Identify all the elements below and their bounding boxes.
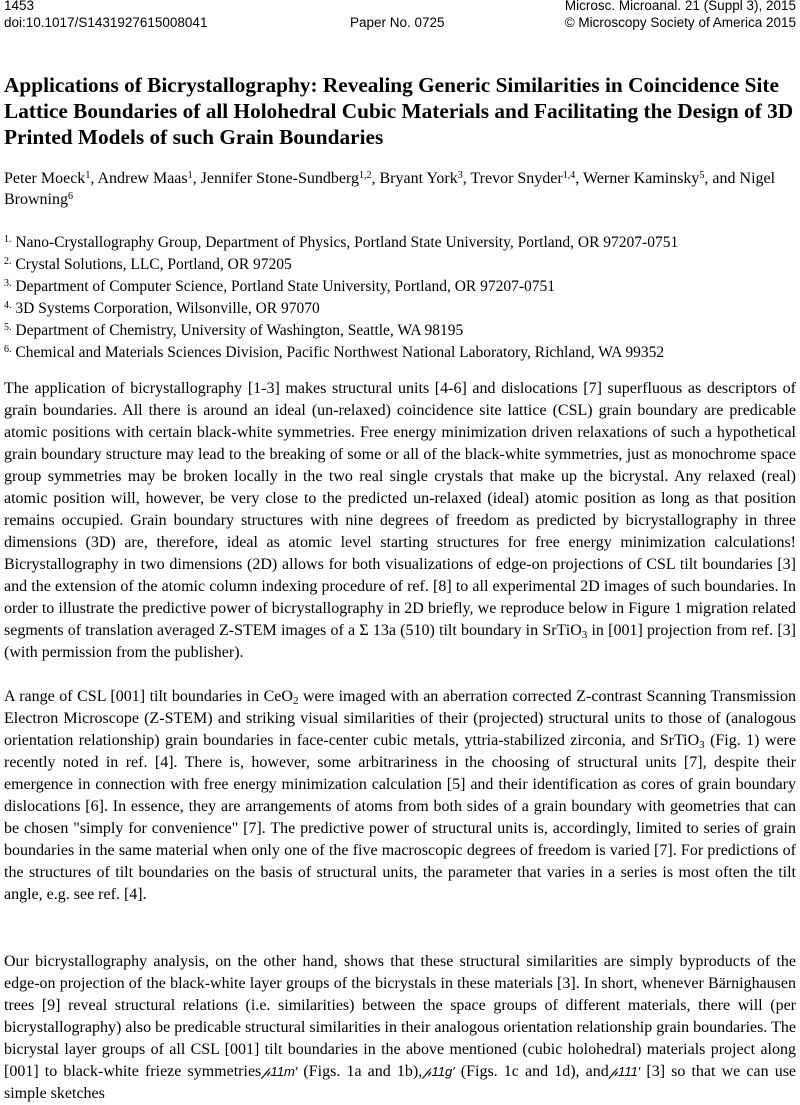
frieze-symbol-p111: 𝓅111′ xyxy=(608,1064,641,1079)
paper-title: Applications of Bicrystallography: Revealing Generic Similarities in Coincidence Site Lattice Boundaries of all Holohedral Cubic Materials and Facilitating the Design of 3D Printed Models of such Grain Boundaries xyxy=(4,73,794,149)
affiliation-list xyxy=(4,232,800,364)
affiliation-item xyxy=(4,342,800,364)
affiliation-number: 3. xyxy=(4,278,12,289)
author-affiliation-mark: 1,2 xyxy=(358,170,372,181)
author-name: Jennifer Stone-Sundberg xyxy=(200,170,359,187)
journal-citation: Microsc. Microanal. 21 (Suppl 3), 2015 xyxy=(564,0,796,13)
author-separator: , xyxy=(90,170,98,187)
p3-text-a: Our bicrystallography analysis, on the other hand, shows that these structural similarities are simply byproducts of the edge-on projection of the black-white layer groups of the bicrystals in these materials [3]. In short, whenever Bärnighausen trees [9] reveal structural relations (i.e. similarities) between the space groups of different materials, there will (per bicrystallography) also be predicable structural similarities in their analogous orientation relationship grain boundaries. The bicrystal layer groups of all CSL [001] tilt boundaries in the above mentioned (cubic holohedral) materials project along [001] to black-white frieze symmetries xyxy=(4,953,796,1080)
header-left xyxy=(4,0,207,31)
affiliation-number: 2. xyxy=(4,256,12,267)
p2-text-c: (Fig. 1) were recently noted in ref. [4]. There is, however, some arbitrariness in the choosing of structural units [7], despite their emergence in connection with free energy minimization calculation [5] and their identification as cores of grain boundary dislocations [6]. In essence, they are arrangements of atoms from both sides of a grain boundary with geometries that can be chosen "simply for convenience" [7]. The predictive power of structural units is, accordingly, limited to series of grain boundaries in the same material when only one of the five macroscopic degrees of freedom is varied [7]. For predictions of the structures of tilt boundaries on the basis of structural units, the parameter that varies in a series is most often the tilt angle, e.g. see ref. [4]. xyxy=(4,732,796,903)
affiliation-number: 6. xyxy=(4,344,12,355)
paper-number: Paper No. 0725 xyxy=(350,15,445,30)
affiliation-text: Chemical and Materials Sciences Division, Pacific Northwest National Laboratory, Richland, WA 99352 xyxy=(15,344,665,361)
author-list xyxy=(4,168,796,210)
body-paragraph-3 xyxy=(4,951,796,1105)
affiliation-item xyxy=(4,232,800,254)
author-name: Trevor Snyder xyxy=(470,170,563,187)
author-affiliation-mark: 5 xyxy=(699,170,705,181)
author-separator: , xyxy=(575,170,583,187)
p3-text-b: (Figs. 1a and 1b), xyxy=(297,1063,423,1080)
p1-subscript: 3 xyxy=(581,629,588,641)
p2-text-b: were imaged with an aberration corrected Z-contrast Scanning Transmission Electron Microscope (Z-STEM) and striking visual similarities of their (projected) structural units to those of (analogous orientation relationship) grain boundaries in face-center cubic metals, yttria-stabilized zirconia, and SrTiO xyxy=(4,688,796,749)
p1-text-b: in [001] projection from ref. [3] (with permission from the publisher). xyxy=(4,622,797,661)
author-affiliation-mark: 6 xyxy=(68,191,73,202)
affiliation-item xyxy=(4,276,800,298)
affiliation-text: 3D Systems Corporation, Wilsonville, OR 97070 xyxy=(15,300,320,317)
author-affiliation-mark: 1,4 xyxy=(562,170,576,181)
affiliation-text: Nano-Crystallography Group, Department of Physics, Portland State University, Portland, OR 97207-0751 xyxy=(15,234,679,251)
p2-subscript-1: 2 xyxy=(292,695,299,707)
author-name: Nigel Browning xyxy=(4,170,776,208)
affiliation-number: 5. xyxy=(4,322,12,333)
p1-text-a: The application of bicrystallography [1-3] makes structural units [4-6] and dislocations [7] superfluous as descriptors of grain boundaries. All there is around an ideal (un-relaxed) coincidence site lattice (CSL) grain boundary are predicable atomic positions with certain black-white symmetries. Free energy minimization driven relaxations of such a hypothetical grain boundary structure may lead to the breaking of some or all of the black-white symmetries, just as monochrome space group symmetries may be broken locally in the two real single crystals that make up the bicrystal. Any relaxed (real) atomic position will, however, be very close to the predicted un-relaxed (ideal) atomic position as long as that position remains occupied. Grain boundary structures with nine degrees of freedom as predicted by bicrystallography in three dimensions (3D) are, therefore, ideal as atomic level starting structures for free energy minimization calculations! Bicrystallography in two dimensions (2D) allows for both visualizations of edge-on projections of CSL tilt boundaries [3] and the extension of the atomic column indexing procedure of ref. [8] to all experimental 2D images of such boundaries. In order to illustrate the predictive power of bicrystallography in 2D briefly, we reproduce below in Figure 1 migration related segments of translation averaged Z-STEM images of a Σ 13a (510) tilt boundary in SrTiO xyxy=(4,380,796,639)
affiliation-item xyxy=(4,320,800,342)
p2-text-a: A range of CSL [001] tilt boundaries in CeO xyxy=(4,688,293,705)
author-affiliation-mark: 3 xyxy=(457,170,463,181)
p3-text-c: (Figs. 1c and 1d), and xyxy=(454,1063,609,1080)
p3-text-d: [3] so that we can use simple sketches xyxy=(4,1063,797,1102)
author-separator: , xyxy=(462,170,471,187)
body-paragraph-2 xyxy=(4,686,796,906)
body-paragraph-1 xyxy=(4,378,796,664)
p2-subscript-2: 3 xyxy=(699,739,705,751)
author-affiliation-mark: 1 xyxy=(85,170,91,181)
affiliation-number: 1. xyxy=(4,234,12,245)
affiliation-text: Department of Chemistry, University of Washington, Seattle, WA 98195 xyxy=(15,322,464,339)
affiliation-item xyxy=(4,254,800,276)
affiliation-item xyxy=(4,298,800,320)
author-separator: , xyxy=(371,170,380,187)
author-affiliation-mark: 1 xyxy=(187,170,193,181)
author-name: Bryant York xyxy=(379,170,458,187)
author-separator: , xyxy=(192,170,201,187)
author-separator: , and xyxy=(704,170,740,187)
affiliation-number: 4. xyxy=(4,300,12,311)
affiliation-text: Crystal Solutions, LLC, Portland, OR 97205 xyxy=(15,256,292,273)
doi: doi:10.1017/S1431927615008041 xyxy=(4,15,208,30)
frieze-symbol-p11g: 𝓅11g′ xyxy=(422,1064,455,1079)
author-name: Andrew Maas xyxy=(97,170,188,187)
affiliation-text: Department of Computer Science, Portland State University, Portland, OR 97207-0751 xyxy=(15,278,556,295)
page-number: 1453 xyxy=(4,0,35,13)
copyright: © Microscopy Society of America 2015 xyxy=(564,15,796,30)
author-name: Peter Moeck xyxy=(4,170,86,187)
header-right xyxy=(565,0,796,31)
author-name: Werner Kaminsky xyxy=(582,170,700,187)
frieze-symbol-p11m: 𝓅11m′ xyxy=(261,1064,298,1079)
